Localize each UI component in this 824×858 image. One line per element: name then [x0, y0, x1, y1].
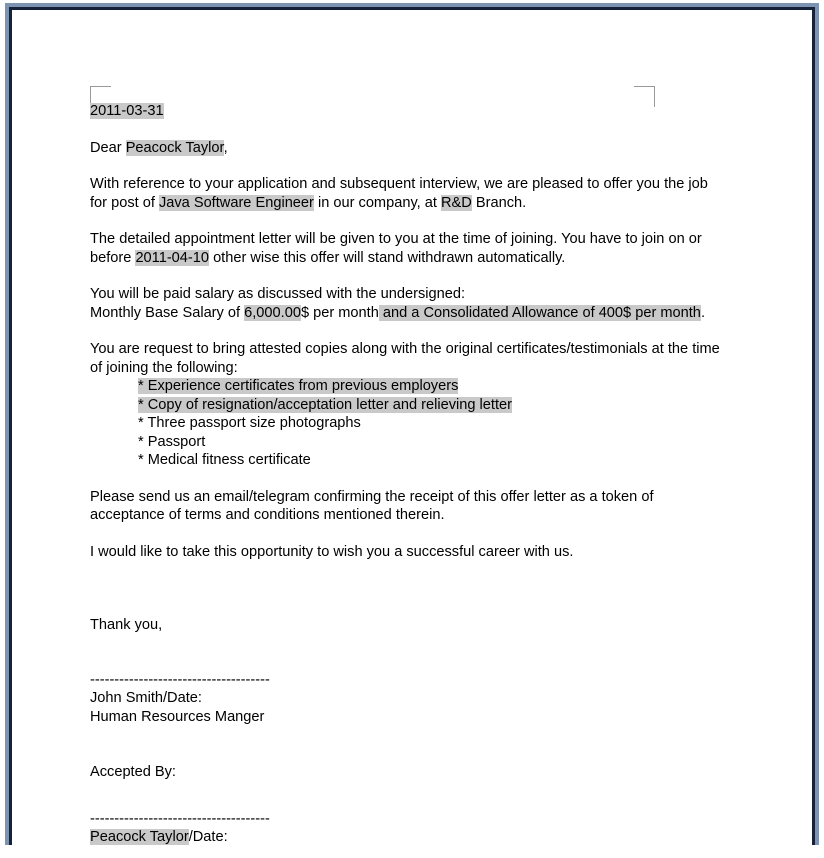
document-item-text: [138, 415, 361, 431]
base-salary-field[interactable]: 6,000.00: [244, 304, 301, 321]
document-item-text: [138, 397, 512, 413]
bullet-marker: *: [138, 396, 148, 413]
document-page[interactable]: [12, 10, 812, 858]
date-field[interactable]: 2011-03-31: [90, 103, 164, 119]
bullet-marker: *: [138, 452, 148, 468]
item-label: Three passport size photographs: [147, 415, 361, 431]
bullet-marker: *: [138, 415, 148, 431]
spacer: [90, 726, 726, 763]
paragraph-closing: I would like to take this opportunity to wish you a successful career with us.: [90, 543, 574, 560]
salutation: [90, 139, 726, 158]
letter-date: [90, 102, 726, 121]
acceptance-date-label: /Date:: [188, 829, 228, 845]
paragraph-joining: [90, 230, 726, 267]
list-item: [90, 433, 726, 452]
item-label: Medical fitness certificate: [147, 452, 311, 468]
salutation-prefix: Dear: [90, 139, 126, 156]
spacer: [90, 782, 726, 810]
paragraph-confirm: Please send us an email/telegram confirming the receipt of this offer letter as a token of acceptance of terms and conditions mentioned therein.: [90, 488, 654, 523]
recipient-name-field[interactable]: Peacock Taylor: [125, 139, 224, 156]
offer-text-part3: Branch.: [471, 194, 527, 211]
list-item: [90, 377, 726, 396]
document-item-text: [138, 378, 458, 394]
joining-text-part2: other wise this offer will stand withdrawn automatically.: [209, 249, 566, 266]
thank-you-line: Thank you,: [90, 617, 163, 633]
offer-text-part1: With reference to your application and subsequent interview, we are pleased to offer you the job for post of: [90, 176, 708, 211]
offer-text-part2: in our company, at: [313, 194, 441, 211]
list-item: [90, 396, 726, 415]
acceptance-name-line: [90, 828, 726, 847]
salary-intro: You will be paid salary as discussed with the undersigned:: [90, 286, 466, 302]
signature-block-acceptance: [90, 763, 726, 847]
spacer: [90, 653, 726, 671]
paragraph-salary: [90, 285, 726, 322]
branch-field[interactable]: R&D: [441, 194, 472, 211]
accepted-by-label: Accepted By:: [90, 764, 176, 780]
joining-text-part1: The detailed appointment letter will be given to you at the time of joining. You have to join on or before: [90, 231, 702, 266]
salary-details: [90, 304, 726, 323]
salary-period: .: [700, 304, 705, 321]
acceptance-name-field[interactable]: Peacock Taylor: [90, 829, 189, 845]
item-label: Passport: [147, 433, 206, 450]
item-label: Copy of resignation/acceptation letter and relieving letter: [147, 396, 512, 413]
bullet-marker: *: [138, 378, 148, 394]
salary-base-suffix: $ per month: [300, 304, 379, 321]
salutation-suffix: ,: [223, 139, 228, 156]
allowance-field[interactable]: and a Consolidated Allowance of 400$ per month: [378, 304, 701, 321]
list-item: [90, 414, 726, 433]
signature-rule-sender: -------------------------------------: [90, 671, 270, 688]
item-label: Experience certificates from previous employers: [147, 378, 459, 394]
spacer: [90, 470, 726, 488]
sender-name-line: John Smith/Date:: [90, 690, 202, 706]
document-item-text: [138, 452, 311, 468]
list-item: [90, 451, 726, 470]
sender-title-line: Human Resources Manger: [90, 708, 265, 725]
salary-base-prefix: Monthly Base Salary of: [90, 304, 245, 321]
bullet-marker: *: [138, 433, 148, 450]
join-by-date-field[interactable]: 2011-04-10: [135, 249, 210, 266]
position-field[interactable]: Java Software Engineer: [158, 194, 314, 211]
signature-rule-acceptance: -------------------------------------: [90, 810, 270, 827]
signature-block-sender: [90, 671, 726, 727]
spacer: [90, 579, 726, 616]
required-documents-list: [90, 377, 726, 470]
document-item-text: [138, 434, 205, 450]
paragraph-documents: You are request to bring attested copies along with the original certificates/testimonials at the time of joining the following:: [90, 341, 720, 376]
paragraph-offer: [90, 175, 726, 212]
letter-body: [90, 102, 726, 847]
